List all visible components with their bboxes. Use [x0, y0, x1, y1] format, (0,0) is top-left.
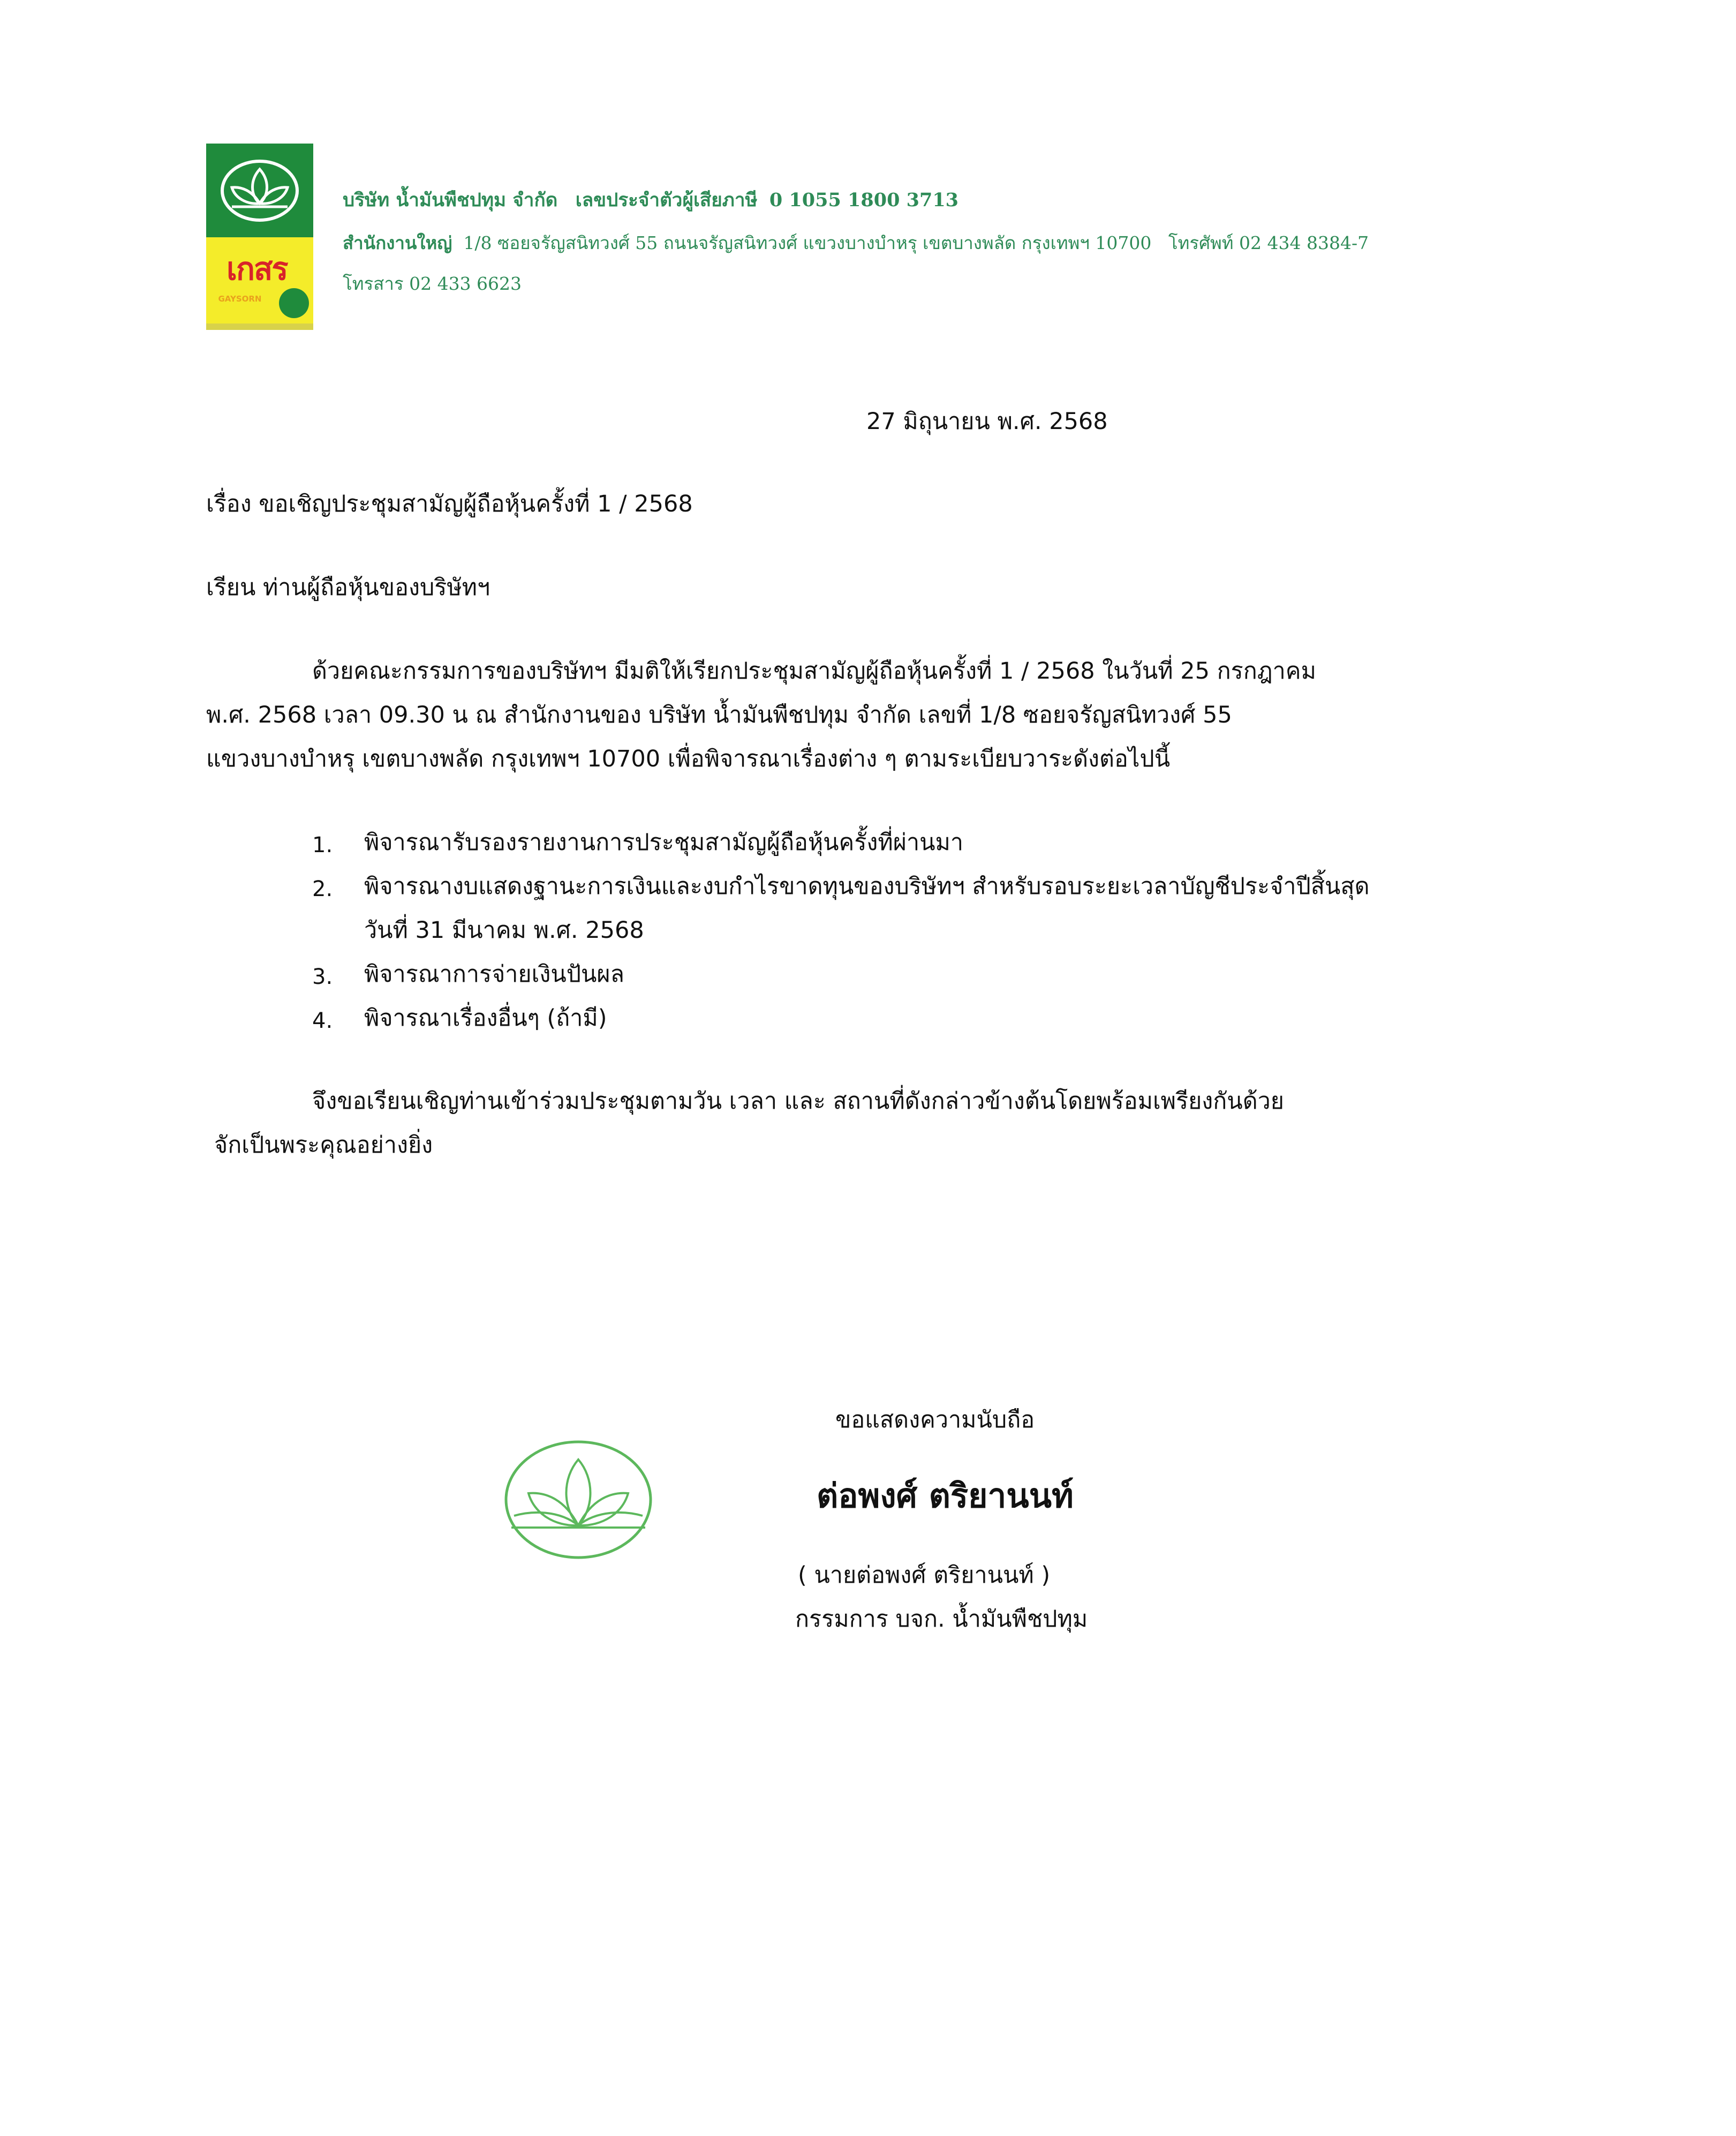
salutation: เรียน ท่านผู้ถือหุ้นของบริษัทฯ — [206, 574, 490, 601]
tax-id: 0 1055 1800 3713 — [769, 189, 959, 211]
closing-line-1: จึงขอเรียนเชิญท่านเข้าร่วมประชุมตามวัน เวลา และ สถานที่ดังกล่าวข้างต้นโดยพร้อมเพรียงกันด้วย — [312, 1088, 1284, 1115]
logo-strip — [206, 324, 313, 330]
agenda-item: พิจารณางบแสดงฐานะการเงินและงบกำไรขาดทุนของบริษัทฯ สำหรับรอบระยะเวลาบัญชีประจำปีสิ้นสุด — [364, 873, 1370, 900]
intro-line-2: พ.ศ. 2568 เวลา 09.30 น ณ สำนักงานของ บริษัท น้ำมันพืชปทุม จำกัด เลขที่ 1/8 ซอยจรัญสนิทวงศ์ 55 — [206, 702, 1232, 728]
logo-sub-text: GAYSORN — [218, 294, 262, 304]
agenda-item: พิจารณาเรื่องอื่นๆ (ถ้ามี) — [364, 1005, 607, 1032]
hq-label: สำนักงานใหญ่ — [343, 232, 452, 253]
agenda-item: พิจารณาการจ่ายเงินปันผล — [364, 961, 624, 988]
printed-name: ( นายต่อพงศ์ ตริยานนท์ ) — [798, 1562, 1051, 1589]
company-name: บริษัท น้ำมันพืชปทุม จำกัด — [343, 189, 558, 211]
letter-date: 27 มิถุนายน พ.ศ. 2568 — [866, 408, 1108, 435]
agenda-number: 4. — [312, 1009, 333, 1033]
signed-name: ต่อพงศ์ ตริยานนท์ — [817, 1476, 1074, 1515]
logo-badge — [279, 288, 309, 318]
intro-line-3: แขวงบางบำหรุ เขตบางพลัด กรุงเทพฯ 10700 เพื่อพิจารณาเรื่องต่าง ๆ ตามระเบียบวาระดังต่อไปนี้ — [206, 746, 1171, 772]
agenda-number: 3. — [312, 965, 333, 989]
phone: โทรศัพท์ 02 434 8384-7 — [1168, 232, 1369, 253]
hq-address: 1/8 ซอยจรัญสนิทวงศ์ 55 ถนนจรัญสนิทวงศ์ แขวงบางบำหรุ เขตบางพลัด กรุงเทพฯ 10700 — [463, 232, 1152, 253]
company-logo — [206, 144, 313, 330]
agenda-number: 1. — [312, 833, 333, 858]
lotus-icon — [206, 144, 313, 237]
letterhead-line-2 — [343, 234, 1369, 252]
agenda-item-continued: วันที่ 31 มีนาคม พ.ศ. 2568 — [364, 917, 644, 944]
closing-line-2: จักเป็นพระคุณอย่างยิ่ง — [214, 1132, 433, 1159]
agenda-number: 2. — [312, 877, 333, 901]
intro-line-1: ด้วยคณะกรรมการของบริษัทฯ มีมติให้เรียกประชุมสามัญผู้ถือหุ้นครั้งที่ 1 / 2568 ในวันที่ 25 กรกฎาคม — [312, 658, 1316, 685]
agenda-item: พิจารณารับรองรายงานการประชุมสามัญผู้ถือหุ้นครั้งที่ผ่านมา — [364, 829, 963, 856]
subject-line: เรื่อง ขอเชิญประชุมสามัญผู้ถือหุ้นครั้งที่ 1 / 2568 — [206, 491, 693, 517]
logo-green-panel — [206, 144, 313, 237]
logo-brand-text: เกสร — [227, 251, 288, 287]
signatory-position: กรรมการ บจก. น้ำมันพืชปทุม — [795, 1606, 1088, 1633]
lotus-icon — [501, 1435, 656, 1564]
fax: โทรสาร 02 433 6623 — [343, 273, 522, 294]
letterhead-line-1 — [343, 191, 958, 210]
regards: ขอแสดงความนับถือ — [835, 1407, 1035, 1433]
tax-id-label: เลขประจำตัวผู้เสียภาษี — [575, 189, 758, 211]
letterhead-line-3 — [343, 275, 522, 292]
